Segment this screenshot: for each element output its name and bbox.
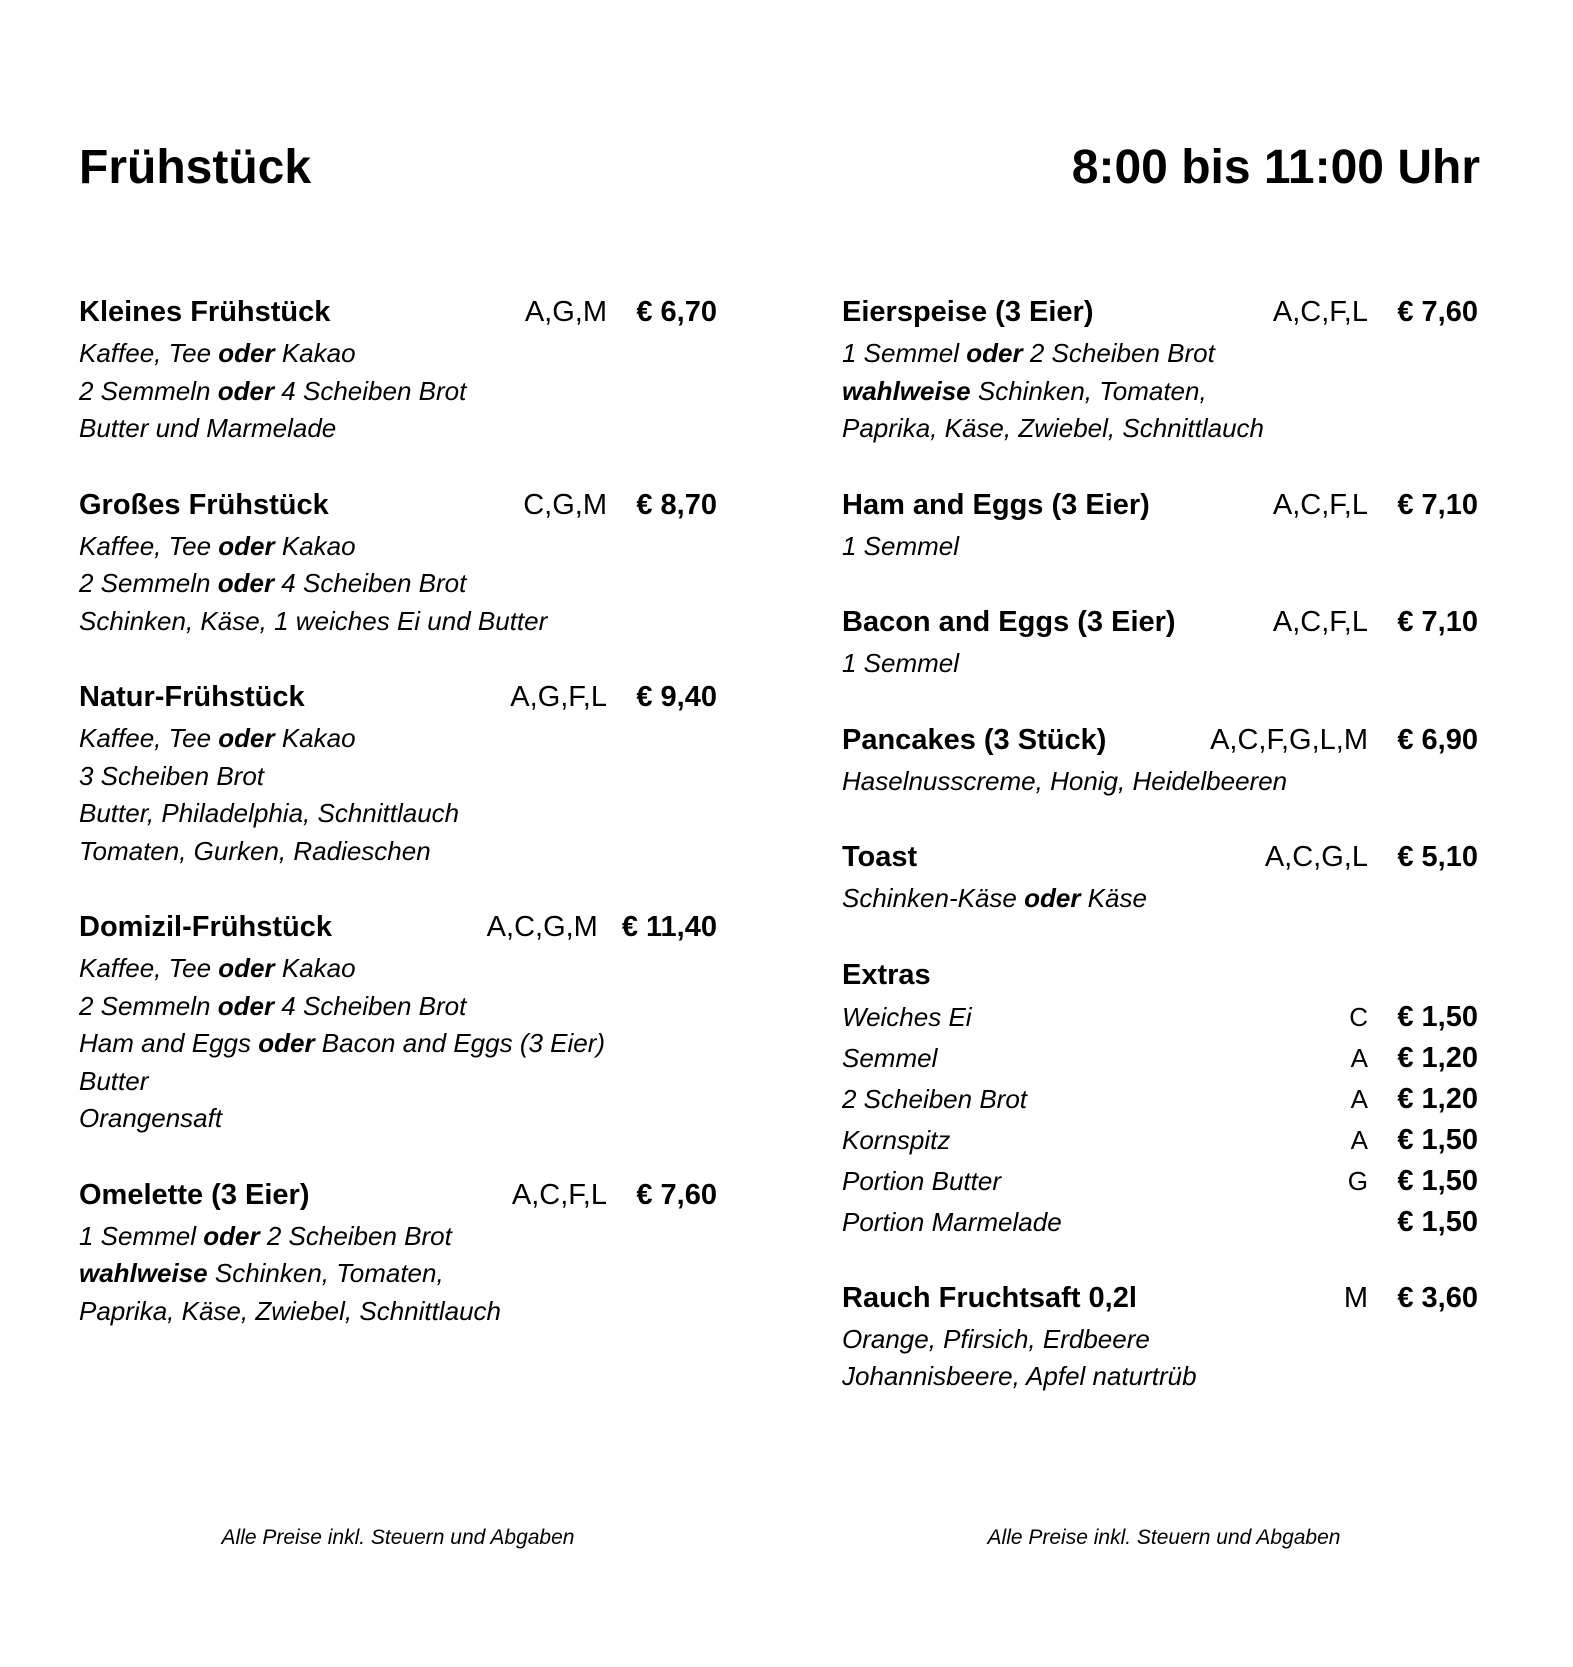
menu-item <box>79 489 717 641</box>
description-text: Tomaten, Gurken, Radieschen <box>79 835 431 866</box>
menu-item-name: Natur-Frühstück <box>79 681 305 713</box>
description-line <box>79 950 717 988</box>
menu-item <box>79 681 717 870</box>
emphasis-word: oder <box>966 338 1023 368</box>
description-line <box>79 988 717 1026</box>
extras-list <box>842 1001 1478 1247</box>
description-text: Orange, Pfirsich, Erdbeere <box>842 1323 1150 1354</box>
description-line <box>79 758 717 796</box>
allergen-codes: A <box>1350 1042 1368 1073</box>
menu-item-description <box>842 1321 1478 1396</box>
menu-item-name: Omelette (3 Eier) <box>79 1178 310 1211</box>
extra-item <box>842 1165 1478 1206</box>
description-text: Kaffee, Tee <box>79 953 219 983</box>
emphasis-word: oder <box>218 338 275 368</box>
description-line <box>79 603 717 641</box>
menu-item <box>842 1282 1478 1396</box>
menu-item-name: Bacon and Eggs (3 Eier) <box>842 606 1176 638</box>
menu-item <box>842 489 1478 566</box>
description-line <box>79 410 717 448</box>
menu-item-price: € 7,10 <box>1397 606 1478 638</box>
description-line <box>842 645 1478 683</box>
menu-item-description <box>79 528 717 641</box>
description-text: 1 Semmel <box>842 648 960 678</box>
allergen-codes: C <box>1349 1001 1368 1032</box>
allergen-codes: G <box>1347 1165 1368 1196</box>
extra-item <box>842 1042 1478 1083</box>
footer-note-right: Alle Preise inkl. Steuern und Abgaben <box>987 1526 1341 1549</box>
menu-item-price: € 6,90 <box>1397 723 1478 756</box>
menu-item-header <box>842 1282 1478 1321</box>
description-text: 2 Semmeln <box>79 990 218 1021</box>
description-text: 4 Scheiben Brot <box>274 990 467 1021</box>
menu-item-header <box>842 724 1478 763</box>
description-line <box>842 1358 1478 1396</box>
description-text: Paprika, Käse, Zwiebel, Schnittlauch <box>842 413 1264 443</box>
description-text: Schinken, Tomaten, <box>207 1258 444 1288</box>
menu-item <box>79 1179 717 1331</box>
description-line <box>79 565 717 603</box>
description-text: Kakao <box>274 338 356 368</box>
menu-item-price: € 7,60 <box>636 1178 717 1211</box>
menu-item-price: € 6,70 <box>636 296 717 328</box>
allergen-codes: A,C,F,G,L,M <box>1210 723 1368 756</box>
menu-item-description <box>79 720 717 870</box>
extra-item <box>842 1124 1478 1165</box>
emphasis-word: oder <box>218 530 275 561</box>
emphasis-word: oder <box>217 568 275 598</box>
description-text: Haselnusscreme, Honig, Heidelbeeren <box>842 765 1288 796</box>
description-text: 4 Scheiben Brot <box>274 568 467 598</box>
description-line <box>79 1100 717 1138</box>
emphasis-word: wahlweise <box>842 375 971 406</box>
description-line <box>79 1255 717 1293</box>
menu-item-name: Domizil-Frühstück <box>79 911 332 943</box>
menu-column-left <box>79 296 717 1371</box>
description-text: Kaffee, Tee <box>79 338 219 368</box>
extra-item-price: € 1,20 <box>1397 1041 1478 1074</box>
description-text: 4 Scheiben Brot <box>274 375 467 406</box>
emphasis-word: oder <box>203 1220 260 1251</box>
menu-item-description <box>842 645 1478 683</box>
extra-item-price: € 1,50 <box>1397 1164 1478 1197</box>
menu-item-name: Rauch Fruchtsaft 0,2l <box>842 1281 1137 1314</box>
emphasis-word: oder <box>218 953 275 983</box>
description-text: Bacon and Eggs (3 Eier) <box>314 1028 606 1058</box>
description-text: Kakao <box>274 953 356 983</box>
menu-item-price: € 3,60 <box>1397 1281 1478 1314</box>
description-line <box>79 335 717 373</box>
allergen-codes: M <box>1343 1281 1368 1314</box>
menu-item <box>79 296 717 448</box>
menu-item-description <box>79 335 717 448</box>
emphasis-word: oder <box>217 375 275 406</box>
emphasis-word: wahlweise <box>79 1258 208 1288</box>
menu-item-header <box>79 1179 717 1218</box>
menu-item-description <box>842 763 1478 801</box>
menu-item-header <box>79 681 717 720</box>
menu-item-price: € 7,60 <box>1397 296 1478 328</box>
menu-item-name: Toast <box>842 841 918 873</box>
description-text: 1 Semmel <box>79 1220 204 1251</box>
description-text: 2 Semmeln <box>79 375 218 406</box>
emphasis-word: oder <box>217 990 275 1021</box>
description-text: 2 Semmeln <box>79 568 218 598</box>
menu-item-price: € 5,10 <box>1397 841 1478 873</box>
description-text: Butter und Marmelade <box>79 413 337 443</box>
menu-item-price: € 8,70 <box>636 488 717 521</box>
description-line <box>79 1218 717 1256</box>
extra-item-name: Weiches Ei <box>842 1001 972 1032</box>
emphasis-word: oder <box>1024 883 1081 913</box>
extra-item-price: € 1,20 <box>1397 1082 1478 1115</box>
menu-item <box>842 841 1478 918</box>
allergen-codes: A <box>1350 1124 1368 1155</box>
opening-hours: 8:00 bis 11:00 Uhr <box>1071 141 1480 194</box>
menu-item <box>842 606 1478 683</box>
menu-item-price: € 11,40 <box>621 911 717 943</box>
description-text: Johannisbeere, Apfel naturtrüb <box>842 1361 1197 1391</box>
menu-item-header <box>842 489 1478 528</box>
description-text: Kaffee, Tee <box>79 723 219 753</box>
menu-item <box>842 724 1478 801</box>
description-text: Kakao <box>274 530 356 561</box>
description-line <box>842 373 1478 411</box>
menu-item-name: Ham and Eggs (3 Eier) <box>842 488 1150 521</box>
description-text: Schinken, Käse, 1 weiches Ei und Butter <box>79 605 548 636</box>
allergen-codes: A,C,F,L <box>1272 606 1368 638</box>
menu-item <box>79 911 717 1138</box>
allergen-codes: A,G,M <box>524 296 607 328</box>
description-text: 3 Scheiben Brot <box>79 760 265 791</box>
description-text: Butter <box>79 1065 149 1096</box>
allergen-codes: A <box>1350 1083 1368 1114</box>
menu-item-description <box>842 528 1478 566</box>
menu-item-description <box>79 1218 717 1331</box>
footer-note-left: Alle Preise inkl. Steuern und Abgaben <box>221 1526 575 1549</box>
menu-item-price: € 7,10 <box>1397 488 1478 521</box>
extra-item-name: Portion Marmelade <box>842 1206 1062 1237</box>
menu-item-header <box>842 841 1478 880</box>
description-text: Käse <box>1080 883 1147 913</box>
allergen-codes: C,G,M <box>523 488 607 521</box>
extra-item-price: € 1,50 <box>1397 1000 1478 1033</box>
description-line <box>79 373 717 411</box>
description-line <box>79 833 717 871</box>
menu-item-header <box>79 911 717 950</box>
description-text: Schinken, Tomaten, <box>970 375 1207 406</box>
emphasis-word: oder <box>258 1028 315 1058</box>
menu-item-header <box>79 489 717 528</box>
extras-section <box>842 959 1478 1247</box>
description-text: 1 Semmel <box>842 338 967 368</box>
extra-item <box>842 1206 1478 1247</box>
description-line <box>842 410 1478 448</box>
juice-section <box>842 1282 1478 1396</box>
description-text: Kakao <box>274 723 356 753</box>
menu-item-name: Kleines Frühstück <box>79 296 331 328</box>
menu-item-header <box>842 606 1478 645</box>
description-text: Butter, Philadelphia, Schnittlauch <box>79 798 460 828</box>
description-line <box>79 720 717 758</box>
description-line <box>79 1293 717 1331</box>
emphasis-word: oder <box>218 723 275 753</box>
extras-title: Extras <box>842 958 931 991</box>
menu-item-name: Pancakes (3 Stück) <box>842 723 1107 756</box>
menu-item-header <box>79 296 717 335</box>
menu-item-header <box>842 296 1478 335</box>
description-text: 1 Semmel <box>842 530 960 561</box>
menu-item-price: € 9,40 <box>636 681 717 713</box>
allergen-codes: A,C,F,L <box>1272 488 1368 521</box>
extra-item-name: 2 Scheiben Brot <box>842 1083 1028 1114</box>
description-text: 2 Scheiben Brot <box>259 1220 452 1251</box>
extra-item <box>842 1001 1478 1042</box>
description-line <box>79 1063 717 1101</box>
allergen-codes: A,C,F,L <box>1272 296 1368 328</box>
description-line <box>79 528 717 566</box>
menu-item-name: Eierspeise (3 Eier) <box>842 296 1094 328</box>
description-text: Ham and Eggs <box>79 1028 259 1058</box>
menu-item-name: Großes Frühstück <box>79 488 329 521</box>
description-line <box>79 795 717 833</box>
extra-item <box>842 1083 1478 1124</box>
menu-column-right <box>842 296 1478 1437</box>
extra-item-price: € 1,50 <box>1397 1205 1478 1238</box>
description-line <box>842 528 1478 566</box>
description-text: Paprika, Käse, Zwiebel, Schnittlauch <box>79 1295 501 1326</box>
allergen-codes: A,C,G,M <box>486 911 598 943</box>
description-line <box>842 763 1478 801</box>
description-text: Orangensaft <box>79 1103 223 1133</box>
description-text: 2 Scheiben Brot <box>1022 338 1215 368</box>
menu-item-description <box>842 880 1478 918</box>
extra-item-name: Kornspitz <box>842 1124 951 1155</box>
menu-item <box>842 296 1478 448</box>
menu-item-description <box>79 950 717 1138</box>
description-line <box>79 1025 717 1063</box>
description-text: Kaffee, Tee <box>79 530 219 561</box>
description-line <box>842 1321 1478 1359</box>
allergen-codes: A,G,F,L <box>510 681 607 713</box>
allergen-codes: A,C,G,L <box>1264 841 1368 873</box>
allergen-codes: A,C,F,L <box>511 1178 607 1211</box>
right-items <box>842 296 1478 918</box>
description-line <box>842 880 1478 918</box>
description-line <box>842 335 1478 373</box>
extra-item-price: € 1,50 <box>1397 1123 1478 1156</box>
extra-item-name: Semmel <box>842 1042 938 1073</box>
description-text: Schinken-Käse <box>842 883 1025 913</box>
extra-item-name: Portion Butter <box>842 1165 1001 1196</box>
menu-item-description <box>842 335 1478 448</box>
page-title: Frühstück <box>79 141 312 194</box>
